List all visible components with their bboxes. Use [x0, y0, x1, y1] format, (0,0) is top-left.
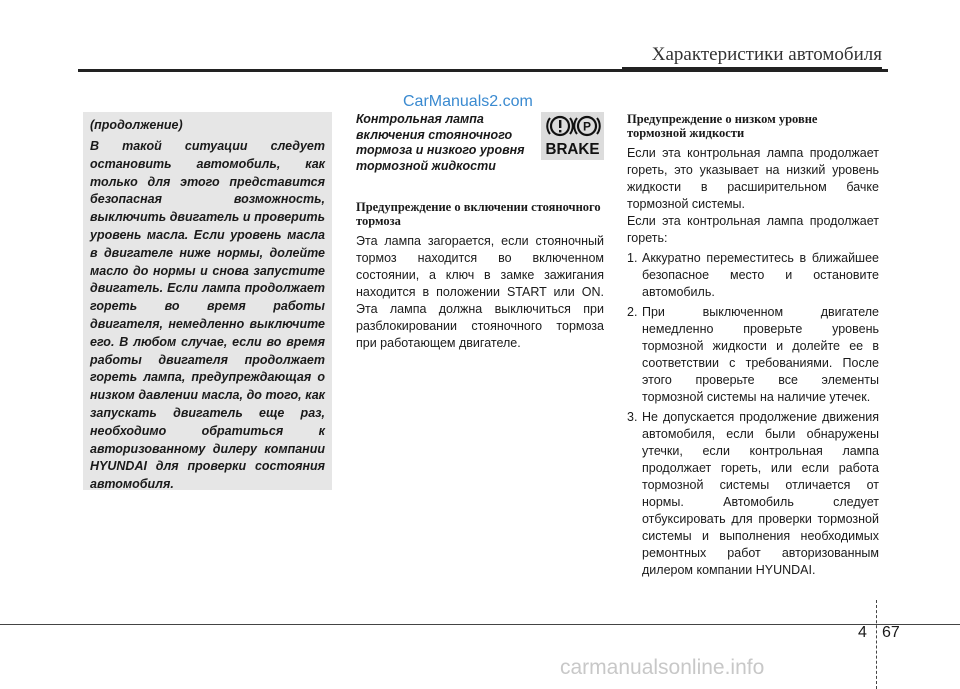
brake-warning-icon — [541, 112, 604, 160]
warning-box — [83, 112, 332, 490]
header-rule-accent — [622, 67, 882, 72]
brake-fluid-heading: Предупреждение о низком уровне тормозной жидкости — [627, 112, 818, 140]
list-item-number: 3. — [627, 410, 638, 424]
list-item-number: 2. — [627, 305, 638, 319]
list-item-text: Не допускается продолжение движения автомобиля, если были обнаружены утечки, если контрольная лампа продолжает гореть, или если работа тормозной системы отличается от нормы. Автомобиль следует отбуксировать для проверки тормозной системы и выполнения необходимых ремонтных работ авторизованным дилером компании HYUNDAI. — [642, 410, 879, 577]
footer-rule — [0, 624, 960, 625]
list-item — [627, 409, 879, 579]
page-header-title: Характеристики автомобиля — [651, 44, 882, 65]
list-item-text: Аккуратно переместитесь в ближайшее безопасное место и остановите автомобиль. — [642, 251, 879, 299]
list-item-text: При выключенном двигателе немедленно проверьте уровень тормозной жидкости и долейте ее в соответствии с требованиями. После этого проверьте все элементы тормозной системы на наличие утечек. — [642, 305, 879, 404]
brake-fluid-para1: Если эта контрольная лампа продолжает гореть, это указывает на низкий уровень жидкости в расширительном бачке тормозной системы. — [627, 146, 879, 211]
page-number: 67 — [882, 624, 900, 641]
parking-brake-text: Эта лампа загорается, если стояночный тормоз находится во включенном состоянии, а ключ в замке зажигания находится в положении START или ON. Эта лампа должна выключиться при разблокировании стояночного тормоза при работающем двигателе. — [356, 234, 604, 350]
chapter-number: 4 — [858, 624, 867, 641]
right-column — [627, 112, 879, 579]
footer-divider — [876, 600, 877, 689]
indicator-title: Контрольная лампа включения стояночного тормоза и низкого уровня тормозной жидкости — [356, 112, 525, 173]
list-item — [627, 304, 879, 406]
brake-icon-label: BRAKE — [545, 141, 600, 158]
watermark-top: CarManuals2.com — [403, 93, 533, 110]
middle-column — [356, 112, 604, 352]
watermark-bottom: carmanualsonline.info — [560, 656, 765, 679]
parking-brake-heading: Предупреждение о включении стояночного тормоза — [356, 200, 601, 228]
svg-text:P: P — [582, 119, 592, 134]
list-item-number: 1. — [627, 251, 638, 265]
list-item — [627, 250, 879, 301]
brake-fluid-para2: Если эта контрольная лампа продолжает гореть: — [627, 214, 879, 245]
continued-label: (продолжение) — [90, 118, 183, 132]
warning-text: В такой ситуации следует остановить автомобиль, как только для этого представится безопасная возможность, выключить двигатель и проверить уровень масла. Если уровень масла в двигателе ниже нормы, долейте масло до нормы и снова запустите двигатель. Если лампа продолжает гореть во время работы двигателя, немедленно выключите его. В любом случае, если во время работы двигателя продолжает гореть лампа, предупреждающая о низком давлении масла, до того, как запускать двигатель еще раз, необходимо обратиться к авторизованному дилеру компании HYUNDAI для проверки состояния автомобиля. — [90, 139, 325, 492]
